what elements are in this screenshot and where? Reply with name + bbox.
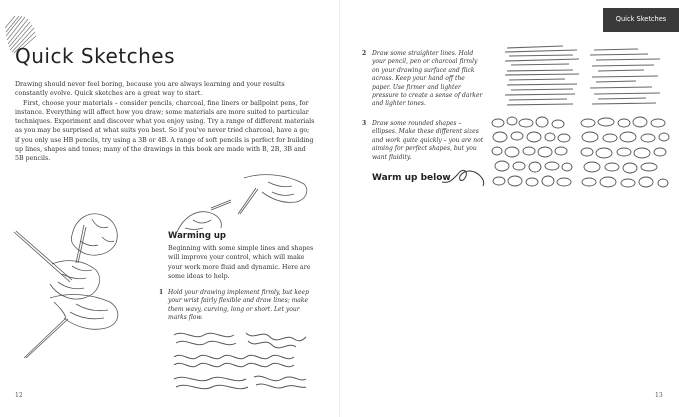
step-1: [159, 289, 318, 323]
hand-holding-pen-sketch: [20, 290, 130, 360]
step-2-number: 2: [362, 50, 367, 57]
step-3-text: Draw some rounded shapes – ellipses. Make these different sizes and work quite quickly – you are not aiming for perfect shapes, but you want fluidity.: [372, 120, 484, 161]
step-1-text: Hold your drawing implement firmly, but keep your wrist fairly flexible and draw lines; make them wavy, curving, long or short. Let your marks flow.: [168, 289, 309, 322]
page-number-left: 12: [15, 392, 23, 399]
ellipses-sketch-2: [578, 115, 670, 195]
warming-up-heading: Warming up: [168, 231, 227, 241]
chapter-tab: [603, 8, 679, 32]
chapter-tab-label: Quick Sketches: [615, 15, 667, 23]
step-3-number: 3: [362, 120, 367, 127]
wavy-lines-sketch: [170, 329, 310, 394]
hand-holding-pencil-sketch-3: [232, 170, 312, 215]
straight-lines-sketch-2: [588, 44, 668, 109]
step-3: [362, 120, 484, 162]
page-title: Quick Sketches: [15, 44, 176, 68]
intro-paragraph-2: First, choose your materials – consider pencils, charcoal, fine liners or ballpoint pens, for instance. Everything will affect how you draw; some materials are more suited to particular techniques. Experiment and discover what you enjoy using. Try a range of different materials as you may be surprised at what suits you best. So if you've never tried charcoal, have a go; if you only use HB pencils, try using a 3B or 4B. A range of soft pencils is perfect for building up lines, shapes and tones; many of the drawings in this book are made with B, 2B, 3B and 5B pencils.: [15, 99, 315, 163]
loop-arrow-decoration: [440, 166, 486, 188]
warm-up-below-label: Warm up below: [372, 173, 451, 183]
warming-up-text: Beginning with some simple lines and shapes will improve your control, which will make your work more fluid and dynamic. Here are some ideas to help.: [168, 245, 314, 280]
intro-paragraph-1: Drawing should never feel boring, because you are always learning and your results constantly evolve. Quick sketches are a great way to start.: [15, 81, 285, 98]
ellipses-sketch-1: [490, 115, 575, 195]
straight-lines-sketch-1: [503, 44, 583, 109]
step-2: [362, 50, 484, 109]
intro-text: [15, 80, 315, 164]
page-gutter: [339, 0, 340, 417]
page-number-right: 13: [655, 392, 663, 399]
step-2-text: Draw some straighter lines. Hold your pencil, pen or charcoal firmly on your drawing surface and flick across. Keep your hand off the paper. Use firmer and lighter pressure to create a sense of darker and lighter tones.: [372, 50, 483, 108]
step-1-number: 1: [159, 289, 164, 296]
